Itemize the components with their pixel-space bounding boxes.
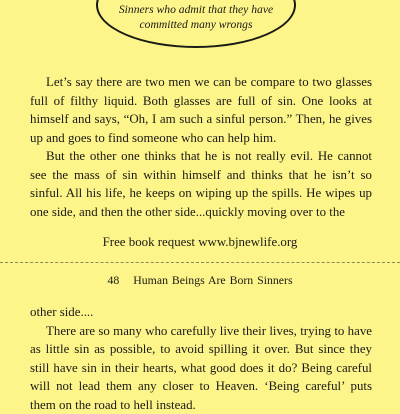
oval-caption-line-2: committed many wrongs (96, 17, 296, 32)
continuation-text: other side.... (30, 303, 372, 322)
running-head-title: Human Beings Are Born Sinners (133, 273, 292, 287)
top-text-block (30, 73, 372, 221)
body-paragraph: Let’s say there are two men we can be compare to two glasses full of filthy liquid. Both glasses are full of sin. One looks at himself and says, “Oh, I am such a sinful person.” Then, he gives up and goes to find someone who can help him. (30, 73, 372, 147)
body-paragraph: There are so many who carefully live their lives, trying to have as little sin as possible, to avoid spilling it over. But since they still have sin in their hearts, what good does it do? Being careful will not lead them any closer to Heaven. ‘Being careful’ puts them on the road to hell instead. (30, 322, 372, 414)
running-head (0, 273, 400, 288)
oval-caption (96, 2, 296, 32)
page-number: 48 (107, 273, 119, 287)
bottom-text-block (30, 303, 372, 414)
page-divider (0, 262, 400, 263)
book-request-footer: Free book request www.bjnewlife.org (0, 235, 400, 250)
oval-caption-line-1: Sinners who admit that they have (96, 2, 296, 17)
body-paragraph: But the other one thinks that he is not really evil. He cannot see the mass of sin within himself and thinks that he isn’t so sinful. All his life, he keeps on wiping up the spills. He wipes up one side, and then the other side...quickly moving over to the (30, 147, 372, 221)
